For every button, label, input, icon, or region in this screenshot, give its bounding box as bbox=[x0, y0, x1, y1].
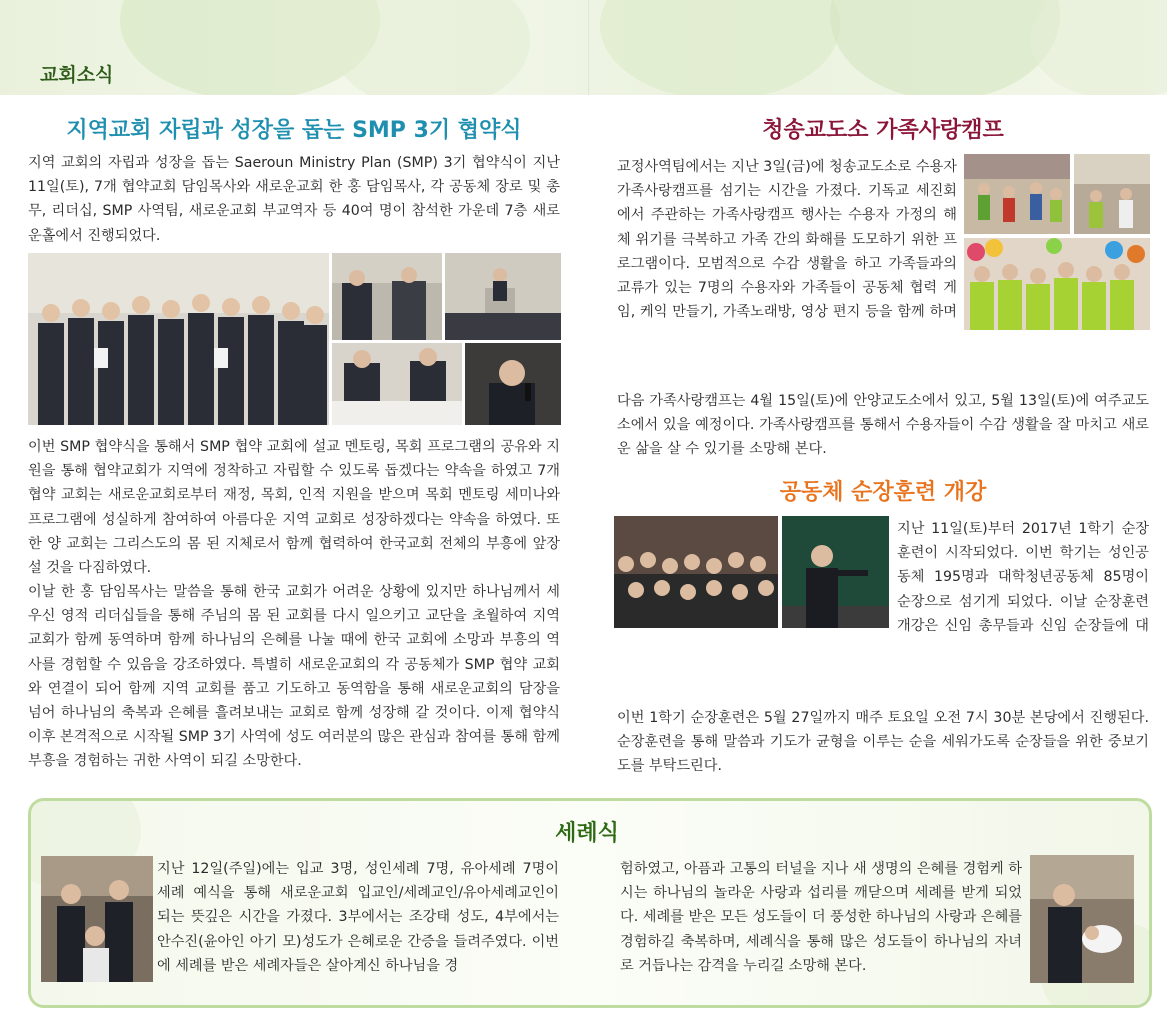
smp-podium-photo bbox=[445, 253, 561, 340]
baptism-paragraph-left: 지난 12일(주일)에는 입교 3명, 성인세례 7명, 유아세례 7명이 세례 예식을 통해 새로운교회 입교인/세례교인/유아세례교인이 되는 뜻깊은 시간을 가졌다. 3부에서는 조강태 성도, 4부에서는 안수진(윤아인 아기 모)성도가 은혜로운 간증을 들려주였다. 이번에 세례를 받은 세례자들은 살아계신 하나님을 경 bbox=[157, 861, 559, 974]
training-audience-photo bbox=[614, 516, 778, 628]
smp-paragraph-1: 지역 교회의 자립과 성장을 돕는 Saeroun Ministry Plan (SMP) 3기 협약식이 지난 11일(토), 7개 협약교회 담임목사와 새로운교회 한 홍 담임목사, 각 공동체 장로 및 총무, 리더십, SMP 사역팀, 새로운교회 부교역자 등 40여 명이 참석한 가운데 7층 새로운홀에서 진행되었다. bbox=[28, 155, 560, 244]
baptism-title: 세례식 bbox=[555, 821, 619, 846]
training-lecture-photo bbox=[782, 516, 889, 628]
training-paragraph-1-bottom bbox=[617, 630, 1149, 703]
training-title: 공동체 순장훈련 개강 bbox=[779, 480, 987, 505]
camp-paragraph-1-top bbox=[617, 155, 957, 325]
smp-speaker-photo bbox=[465, 343, 561, 425]
smp-signature-photo bbox=[332, 343, 462, 425]
training-photo-collage bbox=[614, 516, 889, 628]
camp-title: 청송교도소 가족사랑캠프 bbox=[762, 118, 1004, 143]
camp-photo-collage bbox=[964, 154, 1150, 330]
smp-photo-collage bbox=[28, 253, 561, 425]
camp-hall-photo bbox=[1074, 154, 1150, 234]
leaf-decoration bbox=[330, 0, 530, 95]
camp-paragraph-2: 다음 가족사랑캠프는 4월 15일(토)에 안양교도소에서 있고, 5월 13일(토)에 여주교도소에서 있을 예정이다. 가족사랑캠프를 통해서 수용자들이 수감 생활을 잘 마치고 새로운 삶을 살 수 있기를 소망해 본다. bbox=[617, 393, 1149, 458]
training-paragraph-1-top bbox=[897, 517, 1149, 638]
leaf-decoration bbox=[600, 0, 840, 95]
training-paragraph-1-text: 지난 11일(토)부터 2017년 1학기 순장훈련이 시작되었다. 이번 학기는 성인공동체 195명과 대학청년공동체 85명이 순장으로 섬기게 되었다. 이날 순장훈련 개강은 신임 총무들과 신임 순장들에 대 bbox=[897, 521, 1149, 634]
header-band bbox=[0, 0, 1167, 95]
leaf-decoration bbox=[1030, 0, 1167, 95]
smp-paragraph-2: 이번 SMP 협약식을 통해서 SMP 협약 교회에 설교 멘토링, 목회 프로그램의 공유와 지원을 통해 협약교회가 지역에 정착하고 자립할 수 있도록 돕겠다는 약속을 하였고 7개 협약 교회는 새로운교회로부터 재정, 목회, 인적 지원을 받으며 목회 멘토링 세미나와 프로그램에 성실하게 참여하여 아름다운 지역 교회로 성장하겠다는 약속을 하였다. 또한 양 교회는 그리스도의 몸 된 지체로서 함께 협력하여 한국교회 전체의 부흥에 앞장설 것을 다짐하였다. bbox=[28, 439, 560, 577]
leaf-decoration bbox=[830, 0, 1060, 95]
section-label: 교회소식 bbox=[40, 64, 114, 86]
baptism-paragraph-right: 험하였고, 아픔과 고통의 터널을 지나 새 생명의 은혜를 경험케 하시는 하나님의 놀라운 사랑과 섭리를 깨닫으며 세례를 받게 되었다. 세례를 받은 모든 성도들이 더 풍성한 하나님의 사랑과 은혜를 경험하길 축복하며, 세례식을 통해 많은 성도들이 하나님의 자녀로 거듭나는 감격을 누리길 소망해 본다. bbox=[620, 861, 1022, 974]
camp-group-photo bbox=[964, 238, 1150, 330]
camp-paragraph-1-bottom bbox=[617, 331, 1149, 379]
camp-game-photo bbox=[964, 154, 1070, 234]
camp-paragraph-1-text: 교정사역팀에서는 지난 3일(금)에 청송교도소로 수용자 가족사랑캠프를 섬기는 시간을 가졌다. 기독교 세진회에서 주관하는 가족사랑캠프 행사는 수용자 가정의 해체 위기를 극복하고 가족 간의 화해를 도모하기 위한 프로그램이다. 모범적으로 수감 생활을 하고 가족들과의 교류가 있는 7명의 수용자와 가족들이 공동체 협력 게임, 케익 만들기, 가족노래방, 영상 편지 등을 함께 하며 bbox=[617, 159, 957, 321]
baptism-photo-left bbox=[41, 856, 153, 982]
header-divider bbox=[588, 0, 589, 95]
smp-group-photo bbox=[28, 253, 329, 425]
smp-paragraph-3: 이날 한 홍 담임목사는 말씀을 통해 한국 교회가 어려운 상황에 있지만 하나님께서 세우신 영적 리더십들을 통해 주님의 몸 된 교회를 다시 일으키고 교단을 초월하여 지역 교회가 함께 동역하며 함께 하나님의 은혜를 나눌 때에 한국 교회에 소망과 부흥의 역사를 경험할 수 있음을 강조하였다. 특별히 새로운교회의 각 공동체가 SMP 협약 교회와 연결이 되어 함께 지역 교회를 품고 기도하고 동역함을 통해 새로운교회의 담장을 넘어 하나님의 축복과 은혜를 흘려보내는 교회로 함께 성장해 갈 것이다. 이제 협약식 이후 본격적으로 시작될 SMP 3기 사역에 성도 여러분의 많은 관심과 참여를 통해 함께 부흥을 경험하는 귀한 사역이 되길 소망한다. bbox=[28, 584, 560, 770]
smp-signing-photo bbox=[332, 253, 442, 340]
training-paragraph-2: 이번 1학기 순장훈련은 5월 27일까지 매주 토요일 오전 7시 30분 본당에서 진행된다. 순장훈련을 통해 말씀과 기도가 균형을 이루는 순을 세워가도록 순장들을 위한 중보기도를 부탁드린다. bbox=[617, 710, 1149, 775]
smp-title: 지역교회 자립과 성장을 돕는 SMP 3기 협약식 bbox=[66, 118, 522, 143]
baptism-photo-right bbox=[1030, 855, 1134, 983]
